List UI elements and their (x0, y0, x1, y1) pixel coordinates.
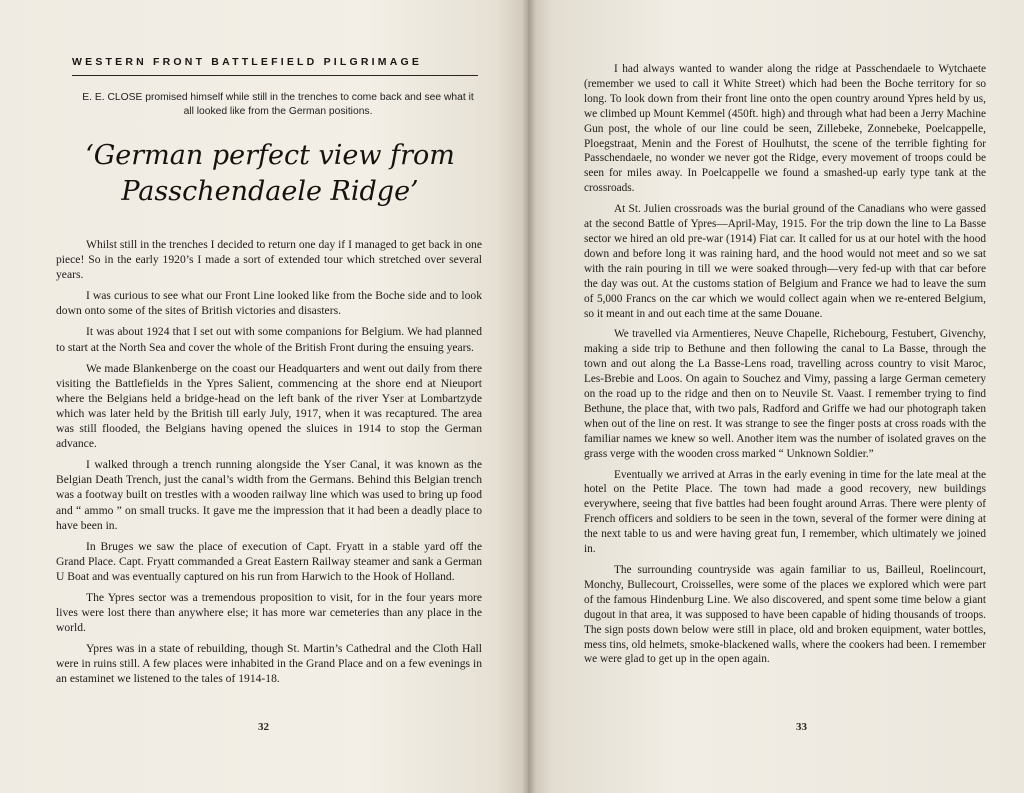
paragraph: The Ypres sector was a tremendous proposition to visit, for in the four years more lives were lost there than anywhere else; it has more war cemeteries than any place in the world. (56, 590, 482, 635)
page-number-right: 33 (796, 721, 807, 733)
paragraph: In Bruges we saw the place of execution of Capt. Fryatt in a stable yard off the Grand Place. Capt. Fryatt commanded a Great Eastern Railway steamer and sank a German U Boat and was eventually captured on his run from Harwich to the Hook of Holland. (56, 539, 482, 583)
article-intro: E. E. CLOSE promised himself while still in the trenches to come back and see what it all looked like from the German positions. (82, 92, 474, 117)
paragraph: Ypres was in a state of rebuilding, though St. Martin’s Cathedral and the Cloth Hall were in ruins still. A few places were inhabited in the Grand Place and on a few evenings in an estaminet we listened to the tales of 1914-18. (56, 642, 482, 686)
paragraph: We travelled via Armentieres, Neuve Chapelle, Richebourg, Festubert, Givenchy, making a side trip to Bethune and then following the canal to La Basse, through the town and out along the La Basse-Lens road, travelling across country to visit Maroc, Les-Brebie and Loos. On again to Souchez and Vimy, passing a large German cemetery on the road up to the ridge and then on to Neuvile St. Vaast. I remember trying to find Bethune, the place that, with two pals, Radford and Griffe we had our photograph taken when out of the line on rest. It was strange to see the finger posts at cross roads with the familiar names we knew so well. Another item was the number of isolated graves on the grass verge with the wooden cross marked “ Unknown Soldier.” (584, 328, 986, 460)
paragraph: I had always wanted to wander along the ridge at Passchendaele to Wytchaete (remember we used to call it White Street) which had been the Boche territory for so long. To look down from their front line onto the open country around Ypres held by us, we climbed up Mount Kemmel (450ft. high) and through what had been a Jerry Machine Gun post, the whole of our line could be seen, Zillebeke, Zonnebeke, Poelcappelle, Ploegstraat, Menin and the Forest of Houlhutst, the scene of the terrible fighting for Passchendaele, no wonder we never got the Ridge, every movement of troops could be seen for miles away. In Poelcappelle we found a smashed-up early type tank at the crossroads. (584, 63, 986, 195)
book-gutter (522, 0, 536, 793)
paragraph: I walked through a trench running alongside the Yser Canal, it was known as the Belgian Death Trench, just the canal’s width from the Germans. Behind this Belgian trench was a footway built on trestles with a wooden railway line which was used to bring up food and “ ammo ” on small trucks. It gave me the impression that it had been a deadly place to have been in. (56, 458, 482, 532)
paragraph: It was about 1924 that I set out with some companions for Belgium. We had planned to start at the North Sea and cover the whole of the British Front during the ensuing years. (56, 325, 482, 354)
paragraph: At St. Julien crossroads was the burial ground of the Canadians who were gassed at the second Battle of Ypres—April-May, 1915. For the trip down the line to La Basse sector we hired an old pre-war (1914) Fiat car. It called for us at our hotel with the hood down and before long it was raining hard, and the hood would not meet and so we sat with the rain pouring in till we were soaked through—very fed-up with that car before the day was out. At the customs station of Belgium and France we had to leave the sum of 5,000 Francs on the car which we would collect again when we re-entered Belgium, so it meant in and out each time at the same Douane. (584, 203, 986, 320)
right-body-text (584, 62, 986, 673)
paragraph: Eventually we arrived at Arras in the early evening in time for the late meal at the hotel on the Petite Place. The town had made a good recovery, new buildings everywhere, seeing that five battles had been fought around Arras. There were plenty of French officers and soldiers to be seen in the town, several of the former were dining at the next table to us and were having great fun, I remember, which ultimately we joined in. (584, 468, 986, 556)
paragraph: We made Blankenberge on the coast our Headquarters and went out daily from there visiting the Battlefields in the Ypres Salient, commencing at the shore end at Nieuport where the Belgians held a bridge-head on the left bank of the river Yser at Lombartzyde which was later held by the British till early July, 1917, when it was recaptured. The area was still flooded, the Belgians having opened the sluices in 1914 to stop the German advance. (56, 361, 482, 451)
paragraph: Whilst still in the trenches I decided to return one day if I managed to get back in one piece! So in the early 1920’s I made a sort of extended tour which stretched over several years. (56, 238, 482, 282)
article-headline: ‘German perfect view from Passchendaele Ridge’ (85, 140, 455, 207)
paragraph: I was curious to see what our Front Line looked like from the Boche side and to look down onto some of the sites of British victories and disasters. (56, 289, 482, 318)
left-body-text (56, 237, 482, 693)
paragraph: The surrounding countryside was again familiar to us, Bailleul, Roelincourt, Monchy, Bullecourt, Croisselles, were some of the places we explored which were part of the famous Hindenburg Line. We also discovered, and spent some time below a giant dugout in that area, it was supposed to have been capable of hiding thousands of troops. The sign posts down below were still in place, old and broken equipment, water bottles, mess tins, old helmets, smoke-blackened walls, where the cookers had been. I remember we were glad to get up in the open again. (584, 564, 986, 666)
page-number-left: 32 (258, 721, 269, 733)
running-head: WESTERN FRONT BATTLEFIELD PILGRIMAGE (72, 56, 423, 68)
running-head-rule (72, 75, 478, 76)
